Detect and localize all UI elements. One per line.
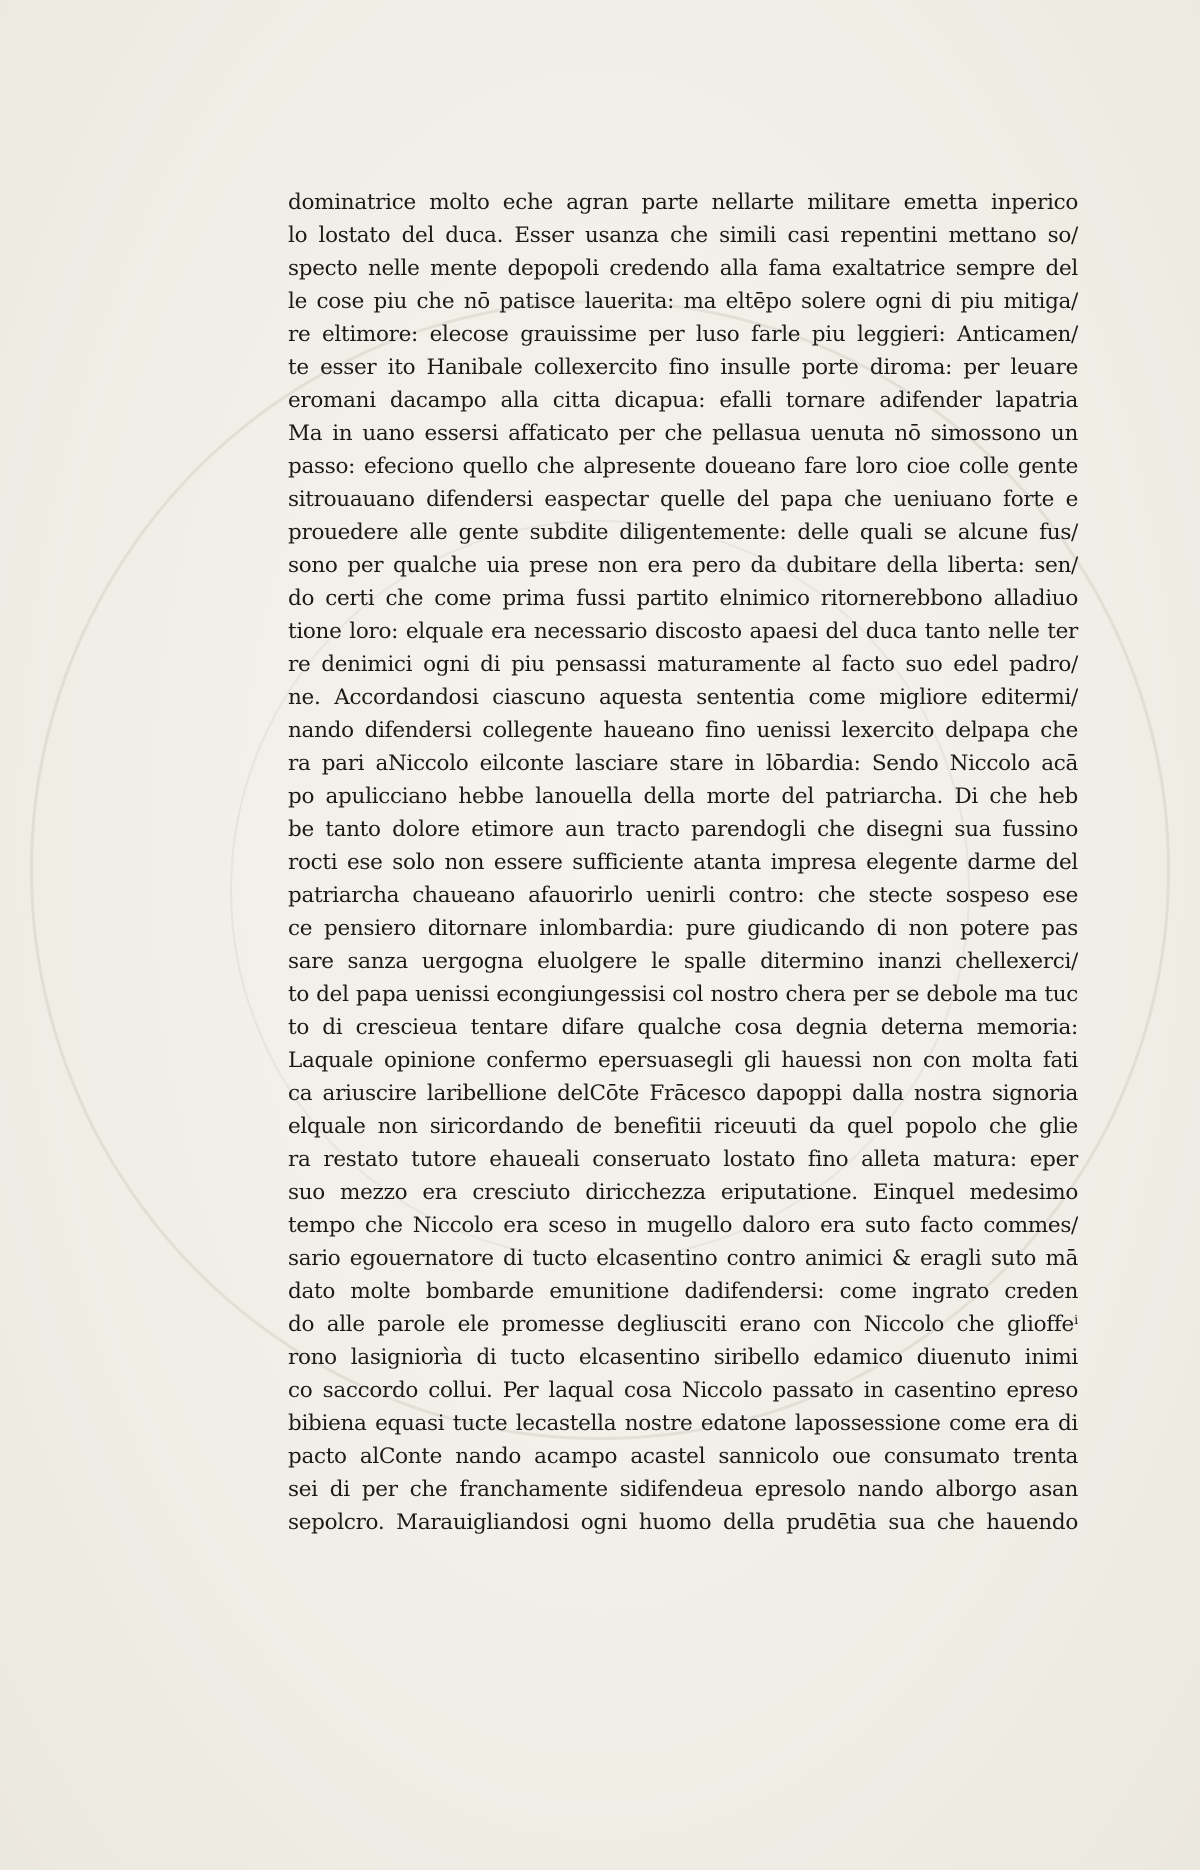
text-line: sepolcro. Marauigliandosi ogni huomo della prudētia sua che hauendo — [288, 1510, 1078, 1535]
text-line: lo lostato del duca. Esser usanza che simili casi repentini mettano so/ — [288, 223, 1078, 248]
text-line: tempo che Niccolo era sceso in mugello daloro era suto facto commes/ — [288, 1213, 1078, 1238]
text-line: ra restato tutore ehaueali conseruato lostato fino alleta matura: eper — [288, 1147, 1078, 1172]
printed-text-block — [288, 186, 1078, 1539]
text-line: rocti ese solo non essere sufficiente atanta impresa elegente darme del — [288, 850, 1078, 875]
text-line: po apulicciano hebbe lanouella della morte del patriarcha. Di che heb — [288, 784, 1078, 809]
text-line: bibiena equasi tucte lecastella nostre edatone lapossessione come era di — [288, 1411, 1078, 1436]
text-line: Laquale opinione confermo epersuasegli gli hauessi non con molta fati — [288, 1048, 1078, 1073]
text-line: passo: efeciono quello che alpresente doueano fare loro cioe colle gente — [288, 454, 1078, 479]
text-line: ce pensiero ditornare inlombardia: pure giudicando di non potere pas — [288, 916, 1078, 941]
text-line: re denimici ogni di piu pensassi maturamente al facto suo edel padro/ — [288, 652, 1078, 677]
text-line: ca ariuscire laribellione delCōte Frācesco dapoppi dalla nostra signoria — [288, 1081, 1078, 1106]
text-line: Ma in uano essersi affaticato per che pellasua uenuta nō simossono un — [288, 421, 1078, 446]
text-line: pacto alConte nando acampo acastel sannicolo oue consumato trenta — [288, 1444, 1078, 1469]
text-line: ne. Accordandosi ciascuno aquesta sententia come migliore editermi/ — [288, 685, 1078, 710]
text-line: specto nelle mente depopoli credendo alla fama exaltatrice sempre del — [288, 256, 1078, 281]
text-line: rono lasigniorìa di tucto elcasentino siribello edamico diuenuto inimi — [288, 1345, 1078, 1370]
text-line: patriarcha chaueano afauorirlo uenirli contro: che stecte sospeso ese — [288, 883, 1078, 908]
text-line: sitrouauano difendersi easpectar quelle del papa che ueniuano forte e — [288, 487, 1078, 512]
text-line: ra pari aNiccolo eilconte lasciare stare in lōbardia: Sendo Niccolo acā — [288, 751, 1078, 776]
text-line: do certi che come prima fussi partito elnimico ritornerebbono alladiuo — [288, 586, 1078, 611]
text-line: sario egouernatore di tucto elcasentino contro animici & eragli suto mā — [288, 1246, 1078, 1271]
text-line: dato molte bombarde emunitione dadifendersi: come ingrato creden — [288, 1279, 1078, 1304]
text-line: prouedere alle gente subdite diligentemente: delle quali se alcune fus/ — [288, 520, 1078, 545]
text-line: sei di per che franchamente sidifendeua epresolo nando alborgo asan — [288, 1477, 1078, 1502]
text-line: elquale non siricordando de benefitii riceuuti da quel popolo che glie — [288, 1114, 1078, 1139]
text-line: nando difendersi collegente haueano fino uenissi lexercito delpapa che — [288, 718, 1078, 743]
text-line: be tanto dolore etimore aun tracto parendogli che disegni sua fussino — [288, 817, 1078, 842]
text-line: sono per qualche uia prese non era pero da dubitare della liberta: sen/ — [288, 553, 1078, 578]
text-line: sare sanza uergogna eluolgere le spalle ditermino inanzi chellexerci/ — [288, 949, 1078, 974]
text-line: suo mezzo era cresciuto diricchezza eriputatione. Einquel medesimo — [288, 1180, 1078, 1205]
text-line: to di crescieua tentare difare qualche cosa degnia deterna memoria: — [288, 1015, 1078, 1040]
text-line: do alle parole ele promesse degliusciti erano con Niccolo che glioffeⁱ — [288, 1312, 1078, 1337]
text-line: re eltimore: elecose grauissime per luso farle piu leggieri: Anticamen/ — [288, 322, 1078, 347]
text-line: te esser ito Hanibale collexercito fino insulle porte diroma: per leuare — [288, 355, 1078, 380]
text-line: co saccordo collui. Per laqual cosa Niccolo passato in casentino epreso — [288, 1378, 1078, 1403]
text-line: le cose piu che nō patisce lauerita: ma eltēpo solere ogni di piu mitiga/ — [288, 289, 1078, 314]
text-line: dominatrice molto eche agran parte nellarte militare emetta inperico — [288, 190, 1078, 215]
text-line: to del papa uenissi econgiungessisi col nostro chera per se debole ma tuc — [288, 982, 1078, 1007]
text-line: eromani dacampo alla citta dicapua: efalli tornare adifender lapatria — [288, 388, 1078, 413]
text-line: tione loro: elquale era necessario discosto apaesi del duca tanto nelle ter — [288, 619, 1078, 644]
